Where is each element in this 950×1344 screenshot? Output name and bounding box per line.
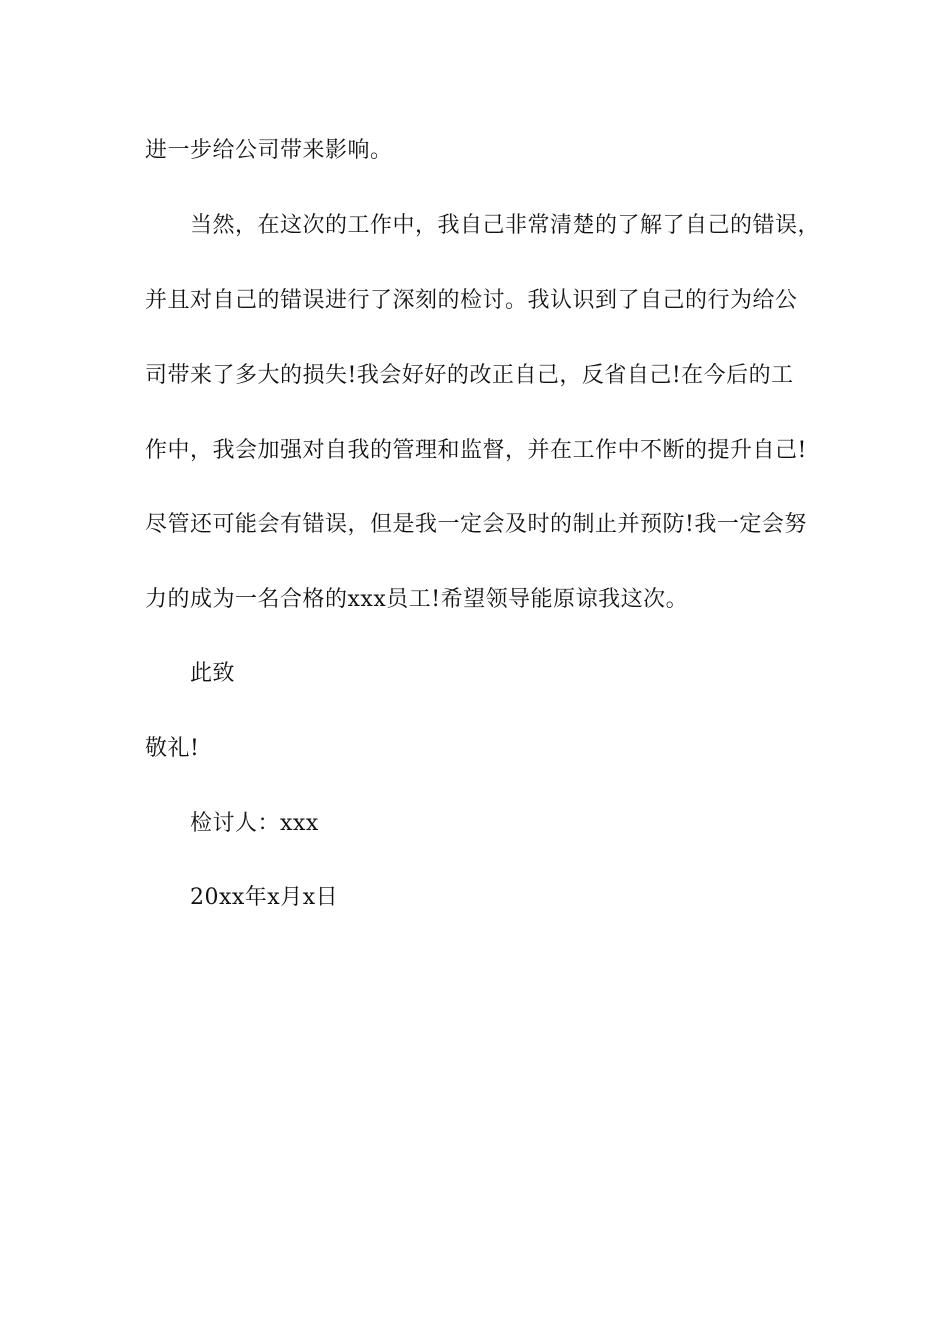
paragraph-line-6: 力的成为一名合格的xxx员工!希望领导能原谅我这次。 (145, 587, 689, 612)
date-line: 20xx年x月x日 (190, 885, 339, 910)
paragraph-line-5: 尽管还可能会有错误，但是我一定会及时的制止并预防!我一定会努 (145, 512, 807, 537)
closing-salutation: 此致 (190, 661, 236, 686)
paragraph-line-1: 当然，在这次的工作中，我自己非常清楚的了解了自己的错误， (190, 213, 821, 238)
paragraph-line-4: 作中，我会加强对自我的管理和监督，并在工作中不断的提升自己! (145, 438, 807, 463)
continuation-line: 进一步给公司带来影响。 (145, 138, 393, 163)
closing-regards: 敬礼! (145, 736, 200, 761)
paragraph-line-2: 并且对自己的错误进行了深刻的检讨。我认识到了自己的行为给公 (145, 288, 798, 313)
paragraph-line-3: 司带来了多大的损失!我会好好的改正自己，反省自己!在今后的工 (145, 363, 794, 388)
signature-line: 检讨人：xxx (190, 811, 319, 836)
